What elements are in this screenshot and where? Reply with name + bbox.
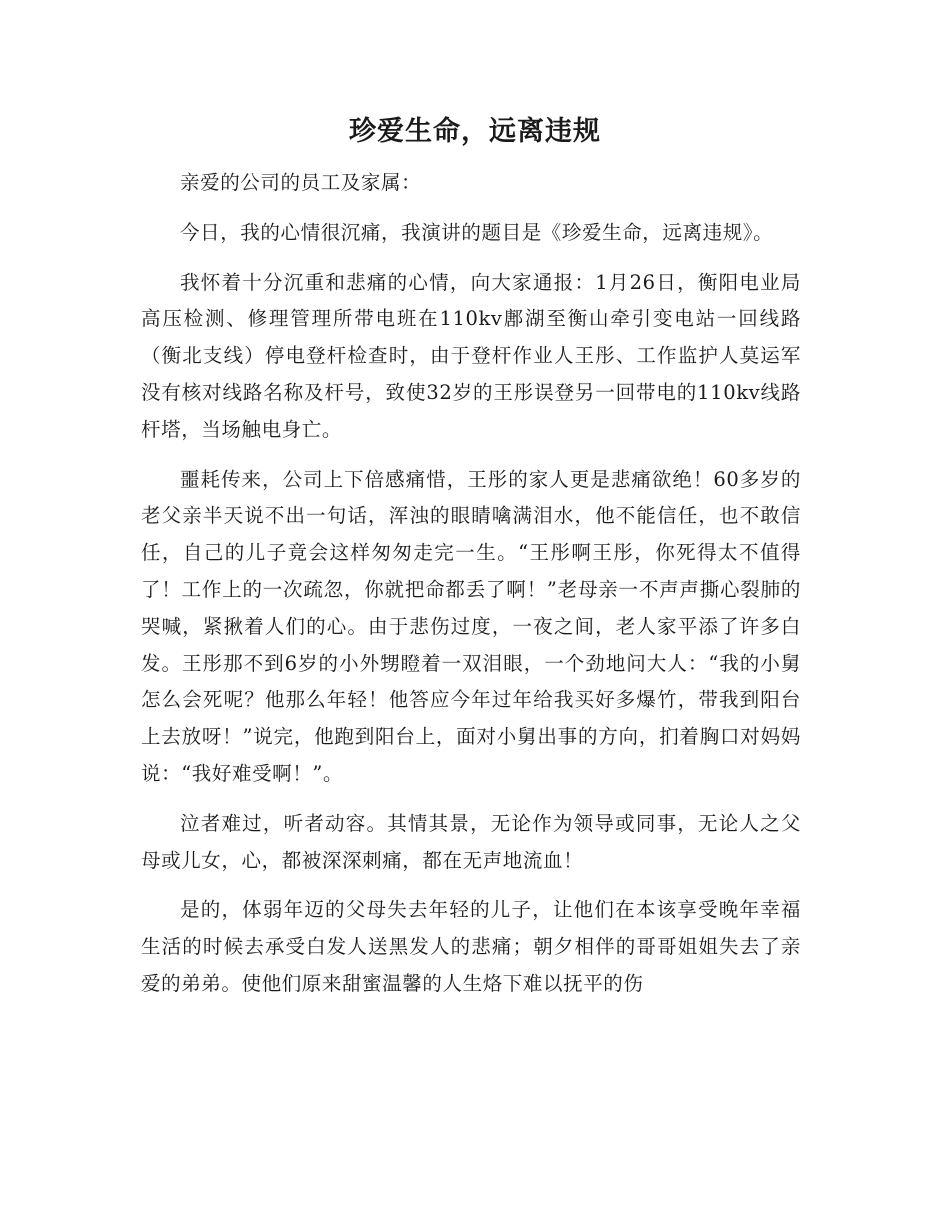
paragraph-family-grief: 噩耗传来，公司上下倍感痛惜，王彤的家人更是悲痛欲绝！60多岁的老父亲半天说不出一句话，浑浊的眼睛噙满泪水，他不能信任，也不敢信任，自己的儿子竟会这样匆匆走完一生。“王彤啊王彤，你死得太不值得了！工作上的一次疏忽，你就把命都丢了啊！”老母亲一不声声撕心裂肺的哭喊，紧揪着人们的心。由于悲伤过度，一夜之间，老人家平添了许多白发。王彤那不到6岁的小外甥瞪着一双泪眼，一个劲地问大人：“我的小舅怎么会死呢？他那么年轻！他答应今年过年给我买好多爆竹，带我到阳台上去放呀！”说完，他跑到阳台上，面对小舅出事的方向，扪着胸口对妈妈说：“我好难受啊！”。 — [141, 467, 801, 785]
paragraph-intro: 今日，我的心情很沉痛，我演讲的题目是《珍爱生命，远离违规》。 — [180, 220, 774, 244]
paragraph-reaction: 泣者难过，听者动容。其情其景，无论作为领导或同事，无论人之父母或儿女，心，都被深深刺痛，都在无声地流血！ — [141, 811, 801, 872]
paragraph-salutation: 亲爱的公司的员工及家属： — [180, 171, 422, 194]
document-body — [141, 165, 801, 1016]
document-title: 珍爱生命，远离违规 — [349, 116, 601, 147]
paragraph-incident-report: 我怀着十分沉重和悲痛的心情，向大家通报：1月26日，衡阳电业局高压检测、修理管理所带电班在110kv鄌湖至衡山牵引变电站一回线路（衡北支线）停电登杆检查时，由于登杆作业人王彤、工作监护人莫运军没有核对线路名称及杆号，致使32岁的王彤误登另一回带电的110kv线路杆塔，当场触电身亡。 — [141, 270, 801, 441]
paragraph-loss: 是的，体弱年迈的父母失去年轻的儿子，让他们在本该享受晚年幸福生活的时候去承受白发人送黑发人的悲痛；朝夕相伴的哥哥姐姐失去了亲爱的弟弟。使他们原来甜蜜温馨的人生烙下难以抚平的伤 — [141, 898, 801, 995]
